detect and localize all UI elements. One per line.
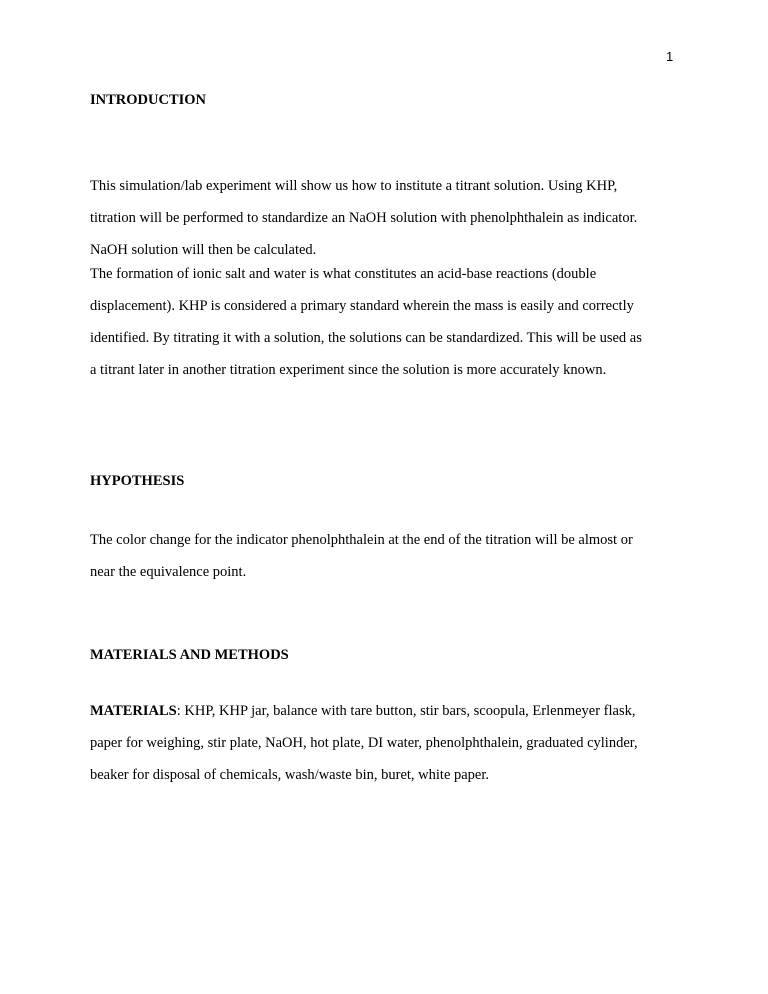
paragraph-line: near the equivalence point. (90, 564, 247, 580)
paragraph-line: titration will be performed to standardize an NaOH solution with phenolphthalein as indicator. (90, 210, 638, 226)
materials-paragraph (90, 695, 682, 791)
hypothesis-paragraph (90, 524, 682, 588)
materials-and-methods-heading: MATERIALS AND METHODS (90, 647, 289, 663)
paragraph-line: beaker for disposal of chemicals, wash/waste bin, buret, white paper. (90, 767, 490, 783)
paragraph-line: The color change for the indicator phenolphthalein at the end of the titration will be almost or (90, 532, 633, 548)
materials-label: MATERIALS (90, 703, 177, 719)
materials-text: : KHP, KHP jar, balance with tare button, stir bars, scoopula, Erlenmeyer flask, (176, 703, 636, 719)
paragraph-line: NaOH solution will then be calculated. (90, 242, 317, 258)
paragraph-line: The formation of ionic salt and water is what constitutes an acid-base reactions (double (90, 266, 597, 282)
paragraph-line: paper for weighing, stir plate, NaOH, hot plate, DI water, phenolphthalein, graduated cylinder, (90, 735, 638, 751)
paragraph-line: This simulation/lab experiment will show us how to institute a titrant solution. Using KHP, (90, 178, 618, 194)
paragraph-line: a titrant later in another titration experiment since the solution is more accurately known. (90, 362, 607, 378)
introduction-heading: INTRODUCTION (90, 92, 207, 108)
introduction-paragraph-1 (90, 170, 682, 266)
hypothesis-heading: HYPOTHESIS (90, 473, 185, 489)
paragraph-line: displacement). KHP is considered a primary standard wherein the mass is easily and correctly (90, 298, 634, 314)
introduction-paragraph-2 (90, 258, 682, 386)
paragraph-line (90, 695, 682, 727)
paragraph-line: identified. By titrating it with a solution, the solutions can be standardized. This will be used as (90, 330, 642, 346)
page-number: 1 (666, 49, 674, 64)
